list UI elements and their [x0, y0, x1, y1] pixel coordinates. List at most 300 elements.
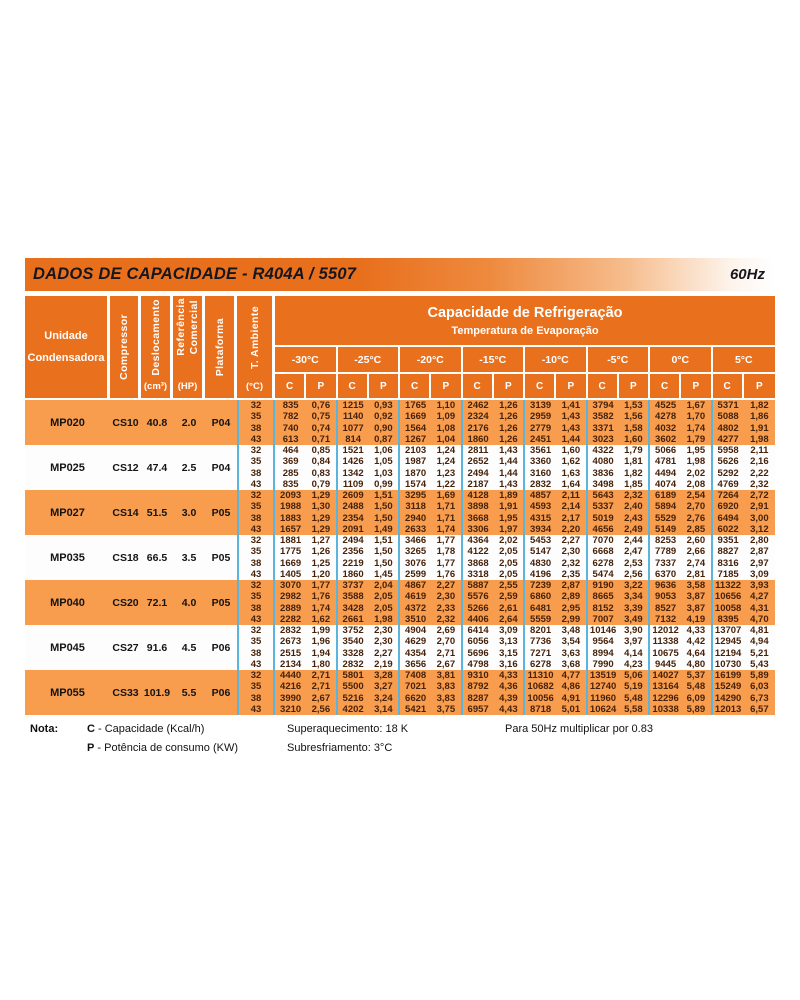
capacity-value: 3540 [342, 636, 364, 648]
capacity-value: 1342 [342, 467, 364, 479]
data-row [237, 468, 775, 479]
power-value: 3,14 [369, 704, 400, 715]
power-value: 3,54 [556, 636, 587, 647]
capacity-value: 2832 [280, 625, 302, 636]
power-value: 1,91 [750, 422, 769, 434]
power-value: 1,60 [556, 445, 587, 456]
power-value: 2,27 [369, 648, 400, 659]
evap-temp-header: 5°C [713, 347, 776, 372]
capacity-value: 2494 [467, 467, 489, 479]
capacity-value: 4322 [592, 445, 614, 456]
ambient-temp-value: 38 [237, 423, 275, 434]
unit-platform: P04 [211, 461, 231, 474]
unit-compressor: CS20 [112, 596, 139, 609]
data-row [237, 614, 775, 625]
capacity-value: 2609 [342, 490, 364, 501]
ambient-temp-value: 43 [237, 479, 275, 490]
power-value: 3,27 [369, 681, 400, 692]
power-value: 2,76 [681, 513, 712, 524]
capacity-value: 8718 [530, 703, 552, 715]
evap-temp-header: -5°C [588, 347, 651, 372]
ambient-temp-value: 43 [237, 614, 275, 625]
capacity-value: 3118 [405, 501, 426, 513]
capacity-value: 4798 [467, 658, 489, 670]
unit-hp: 4.0 [181, 596, 197, 609]
data-row [237, 670, 775, 681]
power-value: 3,83 [431, 681, 462, 692]
power-value: 1,10 [431, 400, 462, 411]
power-value: 4,64 [681, 648, 712, 659]
ambient-temp-value: 32 [237, 580, 275, 591]
power-value: 3,22 [619, 580, 650, 591]
capacity-value: 9310 [467, 670, 489, 681]
unit-block-mp045 [25, 625, 775, 670]
capacity-value: 7132 [655, 613, 677, 625]
capacity-value: 8316 [717, 557, 739, 569]
capacity-value: 9636 [655, 580, 677, 591]
data-row [237, 591, 775, 602]
unit-platform: P04 [211, 416, 231, 429]
power-value: 5,43 [750, 658, 769, 670]
capacity-value: 1669 [280, 557, 302, 569]
power-value: 3,24 [369, 693, 400, 704]
power-value: 2,04 [369, 580, 400, 591]
power-value: 3,97 [619, 636, 650, 647]
capacity-value: 2103 [405, 445, 427, 456]
capacity-value: 1657 [280, 523, 302, 535]
header-capacity-section [275, 296, 775, 398]
ambient-temp-value: 43 [237, 524, 275, 535]
power-value: 4,42 [681, 636, 712, 647]
capacity-value: 4277 [717, 433, 739, 445]
capacity-value: 2091 [342, 523, 364, 535]
capacity-value: 12194 [714, 647, 742, 659]
power-value: 3,87 [681, 591, 712, 602]
power-value: 2,32 [750, 478, 769, 490]
capacity-value: 5887 [467, 580, 489, 591]
datasheet-content [25, 258, 775, 761]
capacity-value: 6481 [530, 602, 552, 614]
power-value: 3,09 [494, 625, 525, 636]
power-value: 0,90 [369, 423, 400, 434]
power-value: 1,71 [431, 501, 462, 512]
power-value: 3,81 [431, 670, 462, 681]
capacity-value: 2282 [280, 613, 302, 625]
capacity-col-header: C [650, 374, 681, 398]
unit-hp: 3.5 [181, 551, 197, 564]
capacity-value: 4525 [655, 400, 677, 411]
power-value: 3,83 [431, 693, 462, 704]
capacity-value: 4122 [467, 546, 489, 558]
unit-info [25, 535, 237, 580]
power-value: 4,33 [494, 670, 525, 681]
data-row [237, 648, 775, 659]
notes-legend [87, 723, 287, 761]
capacity-value: 7408 [405, 670, 427, 681]
header-platform-label: Plataforma [213, 317, 226, 377]
power-value: 5,48 [619, 693, 650, 704]
power-value: 1,09 [431, 411, 462, 422]
unit-hp: 3.0 [181, 506, 197, 519]
data-row [237, 569, 775, 580]
power-value: 1,74 [306, 603, 337, 614]
capacity-value: 4593 [530, 501, 552, 513]
capacity-value: 3428 [342, 602, 364, 614]
capacity-value: 2633 [405, 523, 427, 535]
power-value: 2,49 [619, 524, 650, 535]
capacity-value: 5066 [655, 445, 677, 456]
capacity-value: 2324 [467, 411, 489, 423]
capacity-value: 1564 [405, 422, 427, 434]
unit-model: MP045 [50, 641, 85, 654]
capacity-value: 6494 [717, 512, 739, 524]
capacity-value: 10730 [714, 658, 742, 670]
power-value: 2,80 [750, 535, 769, 546]
data-row [237, 636, 775, 647]
capacity-value: 4867 [405, 580, 427, 591]
ambient-temp-value: 38 [237, 603, 275, 614]
unit-rows [237, 490, 775, 535]
header-ref-line1: Referência [175, 298, 187, 356]
capacity-value: 10056 [527, 692, 554, 704]
capacity-value: 6370 [655, 568, 677, 580]
capacity-value: 3602 [655, 433, 677, 445]
data-row [237, 693, 775, 704]
power-value: 5,89 [681, 704, 712, 715]
power-value: 2,35 [556, 569, 587, 580]
power-value: 1,74 [681, 423, 712, 434]
data-row [237, 625, 775, 636]
capacity-value: 1775 [280, 546, 302, 558]
capacity-value: 3582 [592, 411, 614, 423]
power-value: 2,40 [619, 501, 650, 512]
power-value: 2,87 [556, 580, 587, 591]
capacity-value: 4128 [467, 490, 489, 501]
capacity-value: 1860 [342, 568, 364, 580]
power-value: 2,20 [556, 524, 587, 535]
unit-hp: 4.5 [181, 641, 197, 654]
unit-compressor: CS10 [112, 416, 139, 429]
capacity-value: 3295 [405, 490, 427, 501]
power-value: 2,85 [681, 524, 712, 535]
power-value: 1,53 [619, 400, 650, 411]
power-value: 1,74 [431, 524, 462, 535]
power-value: 1,60 [619, 434, 650, 445]
capacity-value: 4494 [655, 467, 677, 479]
ambient-temp-value: 35 [237, 636, 275, 647]
power-value: 1,06 [369, 445, 400, 456]
capacity-value: 5266 [467, 602, 489, 614]
power-value: 2,70 [431, 636, 462, 647]
power-value: 2,30 [369, 625, 400, 636]
power-value: 3,15 [494, 648, 525, 659]
capacity-value: 1574 [405, 478, 427, 490]
capacity-value: 4364 [467, 535, 489, 546]
capacity-col-header: C [338, 374, 369, 398]
power-col-header: P [744, 374, 775, 398]
capacity-value: 11310 [527, 670, 554, 681]
evap-temp-header: -25°C [338, 347, 401, 372]
evap-temp-header: -10°C [525, 347, 588, 372]
power-value: 2,67 [431, 659, 462, 670]
power-value: 1,50 [369, 558, 400, 569]
capacity-value: 4857 [530, 490, 552, 501]
power-value: 2,16 [750, 456, 769, 468]
unit-model: MP035 [50, 551, 85, 564]
capacity-value: 1860 [467, 433, 489, 445]
power-value: 1,26 [494, 411, 525, 422]
header-capacity-titles [275, 296, 775, 347]
capacity-value: 10146 [589, 625, 617, 636]
capacity-value: 2488 [342, 501, 364, 513]
capacity-value: 4781 [655, 456, 677, 468]
header-condensing-unit: Unidade Condensadora [25, 296, 110, 398]
power-value: 1,27 [306, 535, 337, 546]
capacity-value: 3737 [342, 580, 364, 591]
data-row [237, 546, 775, 557]
capacity-value: 2959 [530, 411, 552, 423]
capacity-value: 2661 [342, 613, 364, 625]
capacity-value: 3836 [592, 467, 614, 479]
ambient-temp-value: 38 [237, 558, 275, 569]
capacity-value: 5337 [592, 501, 614, 513]
capacity-value: 4802 [717, 422, 739, 434]
capacity-value: 2515 [280, 647, 302, 659]
capacity-value: 13164 [652, 681, 679, 693]
capacity-value: 5292 [717, 467, 739, 479]
capacity-value: 5529 [655, 512, 677, 524]
evap-temp-header: -15°C [463, 347, 526, 372]
unit-rows [237, 625, 775, 670]
power-value: 4,36 [494, 681, 525, 692]
power-value: 1,95 [494, 513, 525, 524]
capacity-value: 11322 [715, 580, 742, 591]
power-value: 2,95 [556, 603, 587, 614]
power-value: 1,43 [494, 445, 525, 456]
evaporation-subtitle: Temperatura de Evaporação [451, 324, 599, 337]
data-row [237, 558, 775, 569]
unit-displacement: 91.6 [146, 641, 168, 654]
capacity-value: 4032 [655, 422, 677, 434]
power-value: 4,81 [750, 625, 769, 636]
capacity-value: 2134 [280, 658, 302, 670]
power-value: 1,51 [369, 535, 400, 546]
power-value: 2,19 [369, 659, 400, 670]
capacity-value: 613 [282, 433, 299, 445]
capacity-value: 3371 [592, 422, 614, 434]
unit-displacement: 40.8 [146, 416, 168, 429]
power-value: 3,75 [431, 704, 462, 715]
ambient-temp-value: 38 [237, 513, 275, 524]
power-value: 2,05 [494, 569, 525, 580]
capacity-value: 9053 [655, 591, 677, 603]
capacity-value: 1426 [342, 456, 364, 468]
power-value: 2,14 [556, 501, 587, 512]
power-value: 1,98 [750, 433, 769, 445]
power-value: 4,19 [681, 614, 712, 625]
capacity-value: 782 [282, 411, 299, 423]
unit-block-mp035 [25, 535, 775, 580]
unit-displacement: 101.9 [143, 686, 171, 699]
capacity-value: 6620 [405, 692, 427, 704]
power-value: 1,70 [681, 411, 712, 422]
power-value: 1,29 [306, 490, 337, 501]
power-value: 2,56 [306, 704, 337, 715]
capacity-value: 3868 [467, 557, 489, 569]
power-value: 2,05 [369, 591, 400, 602]
capacity-value: 3498 [592, 478, 614, 490]
power-value: 1,67 [681, 400, 712, 411]
capacity-value: 6668 [592, 546, 614, 558]
power-value: 4,80 [681, 659, 712, 670]
power-value: 1,81 [619, 456, 650, 467]
capacity-value: 1109 [342, 478, 364, 490]
capacity-value: 4315 [530, 512, 552, 524]
unit-info [25, 625, 237, 670]
power-value: 3,90 [619, 625, 650, 636]
power-value: 1,50 [369, 546, 400, 557]
capacity-value: 3139 [530, 400, 552, 411]
capacity-value: 7021 [405, 681, 427, 693]
capacity-value: 2811 [467, 445, 489, 456]
power-value: 2,02 [681, 468, 712, 479]
power-value: 1,25 [306, 558, 337, 569]
capacity-value: 3510 [405, 613, 427, 625]
power-value: 1,26 [494, 400, 525, 411]
power-value: 1,82 [619, 468, 650, 479]
power-value: 1,49 [369, 524, 400, 535]
power-value: 2,43 [619, 513, 650, 524]
header-ambient-temp-unit: (°C) [246, 380, 263, 392]
capacity-value: 5559 [530, 613, 552, 625]
power-value: 2,67 [306, 693, 337, 704]
unit-model: MP025 [50, 461, 85, 474]
unit-platform: P06 [211, 641, 231, 654]
unit-displacement: 72.1 [146, 596, 168, 609]
capacity-value: 9351 [717, 535, 739, 546]
header-commercial-reference-unit: (HP) [177, 380, 198, 392]
power-value: 4,77 [556, 670, 587, 681]
capacity-value: 2219 [342, 557, 364, 569]
capacity-value: 2982 [280, 591, 302, 603]
power-value: 2,05 [369, 603, 400, 614]
power-value: 1,80 [306, 659, 337, 670]
power-value: 2,87 [750, 546, 769, 558]
evap-temp-header: -20°C [400, 347, 463, 372]
data-row [237, 456, 775, 467]
note-subcooling: Subresfriamento: 3°C [287, 742, 393, 754]
capacity-value: 2832 [342, 658, 364, 670]
ambient-temp-value: 38 [237, 693, 275, 704]
power-value: 2,47 [619, 546, 650, 557]
power-value: 1,05 [369, 456, 400, 467]
capacity-value: 7990 [592, 658, 614, 670]
power-value: 2,27 [431, 580, 462, 591]
power-value: 5,58 [619, 704, 650, 715]
capacity-value: 1870 [405, 467, 427, 479]
capacity-value: 2940 [405, 512, 427, 524]
capacity-value: 7007 [592, 613, 614, 625]
evap-temp-header: 0°C [650, 347, 713, 372]
power-value: 4,39 [494, 693, 525, 704]
capacity-value: 4216 [280, 681, 302, 693]
capacity-value: 12296 [652, 692, 679, 704]
capacity-value: 835 [282, 400, 299, 411]
unit-block-mp025 [25, 445, 775, 490]
unit-compressor: CS27 [112, 641, 139, 654]
unit-rows [237, 445, 775, 490]
unit-info [25, 580, 237, 625]
power-value: 2,89 [556, 591, 587, 602]
capacity-value: 7264 [717, 490, 739, 501]
ambient-temp-value: 38 [237, 648, 275, 659]
capacity-value: 4278 [655, 411, 677, 423]
ambient-temp-value: 32 [237, 445, 275, 456]
power-value: 2,91 [750, 501, 769, 513]
capacity-value: 5088 [717, 411, 739, 423]
capacity-value: 6278 [530, 658, 552, 670]
note-power-text: - Potência de consumo (KW) [97, 742, 239, 754]
capacity-value: 5421 [405, 703, 427, 715]
unit-platform: P05 [211, 551, 231, 564]
power-value: 1,41 [556, 400, 587, 411]
capacity-value: 8395 [717, 613, 739, 625]
capacity-value: 3668 [467, 512, 489, 524]
unit-block-mp027 [25, 490, 775, 535]
capacity-value: 1669 [405, 411, 427, 423]
capacity-value: 7185 [717, 568, 739, 580]
capacity-value: 6920 [717, 501, 739, 513]
power-value: 1,97 [494, 524, 525, 535]
power-value: 4,23 [619, 659, 650, 670]
data-row [237, 659, 775, 670]
unit-compressor: CS14 [112, 506, 139, 519]
power-value: 3,12 [750, 523, 769, 535]
unit-rows [237, 535, 775, 580]
power-value: 0,85 [306, 445, 337, 456]
cp-header-row [275, 374, 775, 398]
power-value: 2,02 [494, 535, 525, 546]
capacity-value: 5453 [530, 535, 552, 546]
power-value: 3,34 [619, 591, 650, 602]
header-ref-line2: Comercial [188, 299, 200, 355]
power-value: 5,89 [750, 670, 769, 681]
data-row [237, 411, 775, 422]
capacity-value: 11960 [590, 692, 617, 704]
power-value: 1,76 [431, 569, 462, 580]
header-platform [205, 296, 237, 398]
capacity-value: 5019 [592, 512, 614, 524]
power-value: 2,54 [681, 490, 712, 501]
note-label: Nota: [30, 723, 59, 735]
capacity-value: 14290 [714, 692, 742, 704]
capacity-value: 3990 [280, 692, 302, 704]
power-value: 1,45 [369, 569, 400, 580]
power-value: 3,93 [750, 580, 769, 591]
unit-compressor: CS33 [112, 686, 139, 699]
capacity-value: 4196 [530, 568, 552, 580]
power-value: 2,74 [681, 558, 712, 569]
capacity-value: 3070 [280, 580, 302, 591]
frequency-label: 60Hz [729, 266, 765, 283]
power-value: 2,59 [494, 591, 525, 602]
capacity-value: 285 [282, 467, 299, 479]
unit-displacement: 47.4 [146, 461, 168, 474]
ambient-temp-value: 35 [237, 681, 275, 692]
capacity-value: 14027 [652, 670, 679, 681]
capacity-col-header: C [400, 374, 431, 398]
power-value: 1,63 [556, 468, 587, 479]
